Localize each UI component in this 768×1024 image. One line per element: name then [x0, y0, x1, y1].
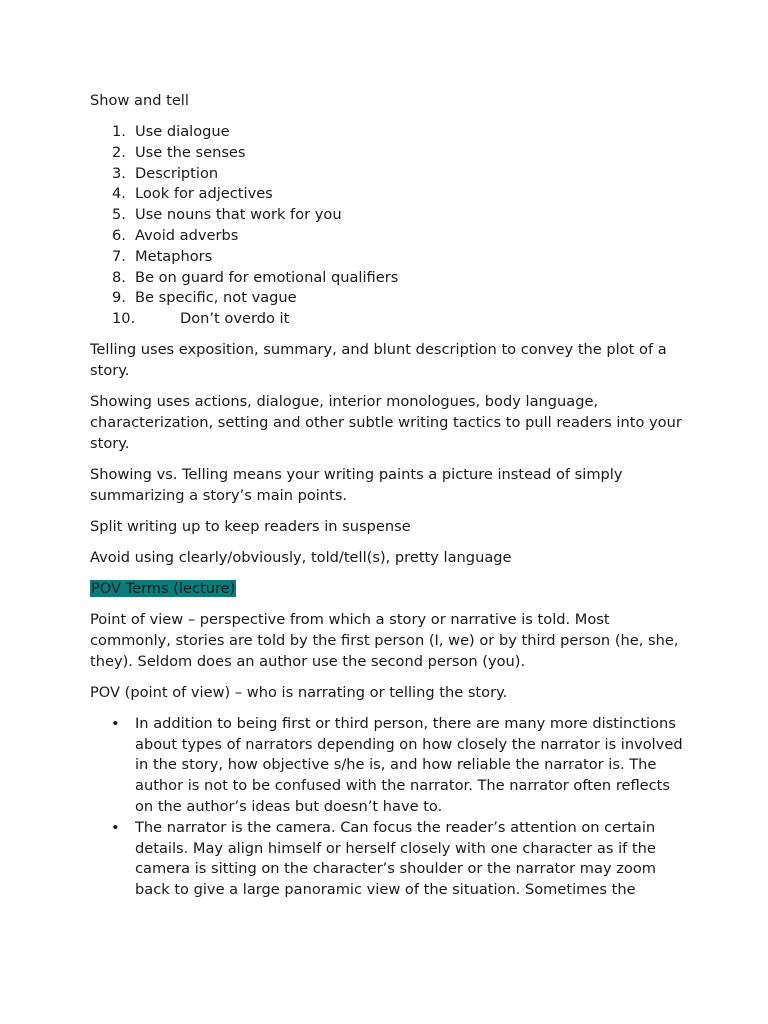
list-number: 10.: [112, 310, 136, 328]
list-number: 1.: [112, 123, 126, 141]
bullet-item: [90, 714, 690, 818]
bullet-icon: •: [111, 714, 120, 732]
paragraph-showing-vs-telling: Showing vs. Telling means your writing paints a picture instead of simply summarizing a story’s main points.: [90, 465, 623, 504]
list-item-text: Description: [135, 164, 219, 182]
paragraph-showing: Showing uses actions, dialogue, interior monologues, body language, characterization, setting and other subtle writing tactics to pull readers into your story.: [90, 393, 682, 452]
pov-heading-line: [90, 579, 690, 600]
bullet-item: [90, 818, 690, 901]
paragraph-avoid-using: Avoid using clearly/obviously, told/tell(s), pretty language: [90, 548, 512, 566]
list-item-text: Use dialogue: [135, 123, 230, 141]
bullet-text: In addition to being first or third person, there are many more distinctions about types of narrators depending on how closely the narrator is involved in the story, how objective s/he is, and how reliable the narrator is. The author is not to be confused with the narrator. The narrator often reflects on the author’s ideas but doesn’t have to.: [135, 714, 683, 816]
list-item-text: Be on guard for emotional qualifiers: [135, 268, 399, 286]
list-item-text: Metaphors: [135, 247, 213, 265]
list-item: [90, 288, 690, 309]
list-number: 3.: [112, 164, 126, 182]
list-item-text: Don’t overdo it: [180, 310, 290, 328]
bullet-icon: •: [111, 818, 120, 836]
list-item: [90, 205, 690, 226]
list-item-text: Use nouns that work for you: [135, 206, 342, 224]
list-item-text: Look for adjectives: [135, 185, 273, 203]
paragraph-point-of-view: Point of view – perspective from which a story or narrative is told. Most commonly, stories are told by the first person (I, we) or by third person (he, she, they). Seldom does an author use the second person (you).: [90, 611, 679, 670]
list-number: 4.: [112, 185, 126, 203]
section-heading-show-and-tell: Show and tell: [90, 92, 189, 109]
list-item: [90, 164, 690, 185]
paragraph-telling: Telling uses exposition, summary, and blunt description to convey the plot of a story.: [90, 341, 667, 380]
list-number: 5.: [112, 206, 126, 224]
bullet-text: The narrator is the camera. Can focus the reader’s attention on certain details. May align himself or herself closely with one character as if the camera is sitting on the character’s shoulder or the narrator may zoom back to give a large panoramic view of the situation. Sometimes the: [135, 818, 656, 899]
document-page: [90, 91, 690, 901]
list-item: [90, 309, 690, 330]
list-item: [90, 247, 690, 268]
list-item: [90, 226, 690, 247]
list-item-text: Avoid adverbs: [135, 227, 239, 245]
list-item-text: Be specific, not vague: [135, 289, 297, 307]
pov-heading-highlight: POV Terms (lecture): [91, 580, 236, 598]
list-item: [90, 184, 690, 205]
list-number: 7.: [112, 247, 126, 265]
list-number: 9.: [112, 289, 126, 307]
list-number: 2.: [112, 143, 126, 161]
list-number: 8.: [112, 268, 126, 286]
list-number: 6.: [112, 227, 126, 245]
list-item: [90, 143, 690, 164]
bullet-list: [90, 714, 690, 901]
list-item-text: Use the senses: [135, 143, 246, 161]
numbered-list: [90, 122, 690, 330]
list-item: [90, 268, 690, 289]
paragraph-pov-definition: POV (point of view) – who is narrating or telling the story.: [90, 683, 508, 701]
list-item: [90, 122, 690, 143]
paragraph-split-writing: Split writing up to keep readers in suspense: [90, 517, 411, 535]
